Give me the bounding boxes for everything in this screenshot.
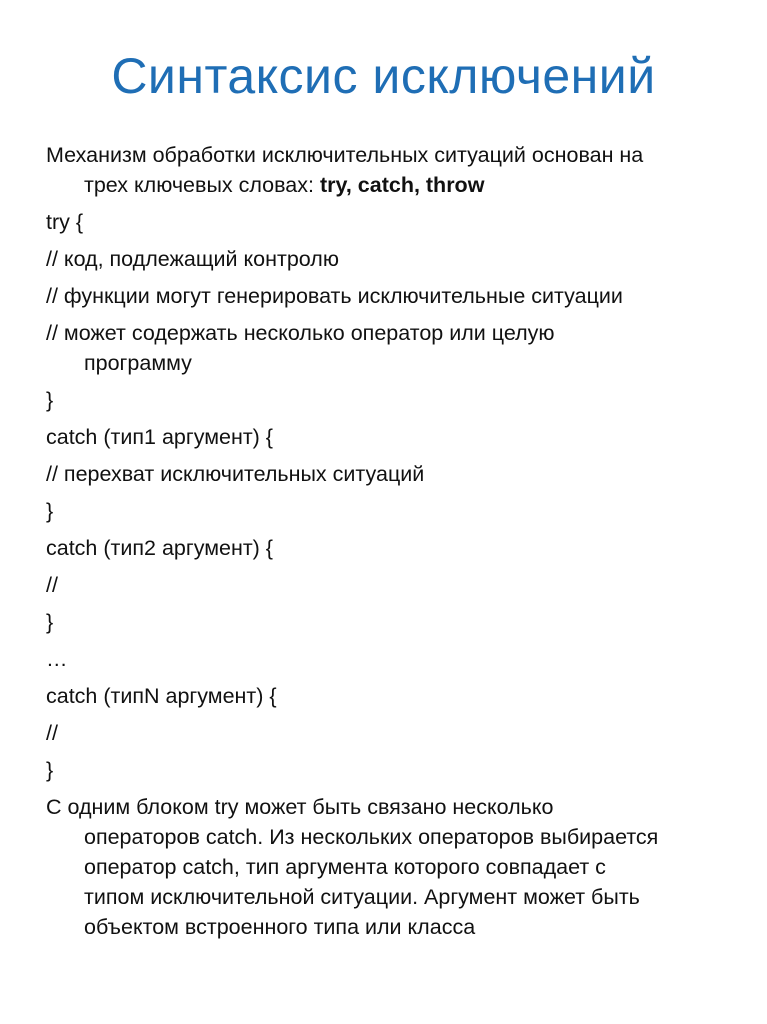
code-comment-1: // код, подлежащий контролю [46, 247, 339, 271]
code-close-brace-3: } [46, 610, 54, 634]
code-comment-3-line-1: // может содержать несколько оператор или целую [46, 321, 555, 345]
conclusion-line-1: С одним блоком try может быть связано несколько [46, 795, 554, 819]
intro-line-2-text: трех ключевых словах: [84, 173, 320, 197]
slide-body [46, 140, 736, 949]
conclusion-line-2: операторов catch. Из нескольких операторов выбирается [84, 825, 659, 849]
code-catch-1-comment: // перехват исключительных ситуаций [46, 462, 425, 486]
intro-keywords: try, catch, throw [319, 173, 485, 197]
page-title: Синтаксис исключений [111, 48, 656, 104]
code-comment-2: // функции могут генерировать исключительные ситуации [46, 284, 623, 308]
intro-line-1: Механизм обработки исключительных ситуаций основан на [46, 143, 644, 167]
code-close-brace-2: } [46, 499, 54, 523]
code-close-brace-4: } [46, 758, 54, 782]
intro-paragraph [46, 140, 736, 200]
conclusion-line-3: оператор catch, тип аргумента которого совпадает с [84, 855, 606, 879]
code-catch-n-comment: // [46, 721, 58, 745]
code-catch-n-open: catch (типN аргумент) { [46, 684, 277, 708]
code-try-open: try { [46, 210, 84, 234]
intro-line-2 [46, 170, 736, 200]
code-catch-2-comment: // [46, 573, 58, 597]
code-comment-3-line-2: программу [84, 351, 192, 375]
code-ellipsis: … [46, 647, 68, 671]
code-comment-3 [46, 318, 736, 378]
conclusion-line-5: объектом встроенного типа или класса [84, 915, 476, 939]
code-catch-1-open: catch (тип1 аргумент) { [46, 425, 273, 449]
conclusion-paragraph [46, 792, 736, 942]
code-catch-2-open: catch (тип2 аргумент) { [46, 536, 273, 560]
conclusion-line-4: типом исключительной ситуации. Аргумент может быть [84, 885, 640, 909]
code-close-brace-1: } [46, 388, 54, 412]
